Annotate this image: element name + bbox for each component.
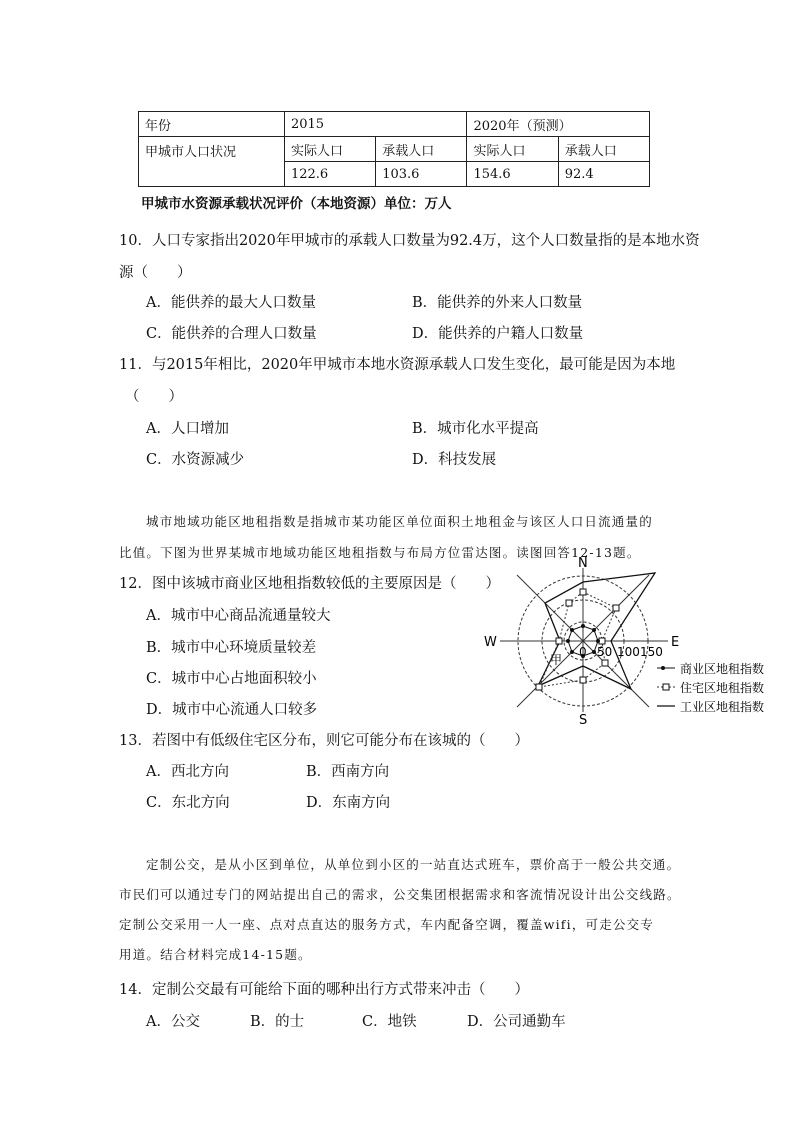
- q12-option-d: D．城市中心流通人口较多: [146, 702, 318, 718]
- q14-stem: 14．定制公交最有可能给下面的哪种出行方式带来冲击（ ）: [119, 982, 529, 998]
- table-cell: 122.6: [284, 162, 375, 187]
- material-paragraph-line: 市民们可以通过专门的网站提出自己的需求，公交集团根据需求和客流情况设计出公交线路。: [119, 887, 681, 902]
- legend-commercial-label: 商业区地租指数: [680, 662, 765, 676]
- residential-marker: [580, 589, 586, 595]
- table-cell: 承载人口: [376, 137, 467, 162]
- q11-option-b: B．城市化水平提高: [412, 421, 539, 437]
- q10-option-a: A．能供养的最大人口数量: [146, 295, 316, 311]
- residential-marker: [580, 677, 586, 683]
- residential-marker: [613, 605, 619, 611]
- commercial-marker: [570, 628, 574, 632]
- direction-east-label: E: [671, 635, 680, 650]
- legend-residential-label: 住宅区地租指数: [680, 681, 765, 695]
- commercial-marker: [592, 650, 596, 654]
- q12-option-a: A．城市中心商品流通量较大: [146, 608, 331, 624]
- q14-option-a: A．公交: [146, 1014, 200, 1030]
- commercial-marker: [570, 650, 574, 654]
- tick-label: 50: [597, 645, 613, 659]
- commercial-marker: [566, 639, 570, 643]
- direction-north-label: N: [578, 556, 588, 571]
- tick-label: 0: [579, 645, 587, 659]
- q10-option-d: D．能供养的户籍人口数量: [412, 326, 584, 342]
- table-cell: 2015: [284, 112, 467, 137]
- table-cell: 甲城市人口状况: [139, 137, 285, 187]
- legend-residential-marker: [663, 684, 669, 690]
- table-row: [139, 112, 650, 137]
- q13-option-d: D．东南方向: [306, 795, 391, 811]
- point-label-jia: 甲: [550, 653, 563, 667]
- q11-stem: 11．与2015年相比，2020年甲城市本地水资源承载人口发生变化，最可能是因为本地: [119, 357, 676, 373]
- direction-west-label: W: [484, 635, 497, 650]
- q10-stem: 10．人口专家指出2020年甲城市的承载人口数量为92.4万，这个人口数量指的是本地水资: [119, 233, 700, 249]
- material-paragraph-line: 城市地域功能区地租指数是指城市某功能区单位面积土地租金与该区人口日流通量的: [146, 514, 653, 529]
- q10-stem-cont: 源（ ）: [119, 265, 192, 281]
- table-cell: 年份: [139, 112, 285, 137]
- q11-option-d: D．科技发展: [412, 452, 497, 468]
- residential-marker: [556, 638, 562, 644]
- material-paragraph-line: 定制公交，是从小区到单位，从单位到小区的一站直达式班车，票价高于一般公共交通。: [146, 857, 681, 872]
- table-cell: 103.6: [376, 162, 467, 187]
- residential-marker: [566, 600, 572, 606]
- tick-label: 150: [640, 645, 663, 659]
- q10-option-b: B．能供养的外来人口数量: [412, 295, 583, 311]
- population-table: [138, 111, 650, 187]
- radar-diagram: [478, 552, 783, 728]
- table-cell: 92.4: [558, 162, 649, 187]
- table-cell: 承载人口: [558, 137, 649, 162]
- q11-option-a: A．人口增加: [146, 421, 229, 437]
- q10-option-c: C．能供养的合理人口数量: [146, 326, 317, 342]
- residential-marker: [536, 684, 542, 690]
- q12-stem: 12．图中该城市商业区地租指数较低的主要原因是（ ）: [119, 576, 500, 592]
- legend-commercial-marker: [661, 666, 665, 670]
- q13-option-a: A．西北方向: [146, 764, 229, 780]
- industrial-series-line: [538, 573, 655, 689]
- q11-stem-cont: （ ）: [125, 389, 183, 405]
- table-cell: 实际人口: [467, 137, 558, 162]
- tick-label: 100: [617, 645, 640, 659]
- q11-option-c: C．水资源减少: [146, 452, 245, 468]
- material-paragraph-line: 定制公交采用一人一座、点对点直达的服务方式，车内配备空调，覆盖wifi，可走公交专: [119, 917, 655, 932]
- legend-industrial-label: 工业区地租指数: [680, 700, 765, 714]
- q13-option-c: C．东北方向: [146, 795, 230, 811]
- q14-option-b: B．的士: [250, 1014, 305, 1030]
- commercial-marker: [581, 624, 585, 628]
- material-paragraph-line: 比值。下图为世界某城市地域功能区地租指数与布局方位雷达图。读图回答12-13题。: [119, 545, 641, 560]
- q12-option-b: B．城市中心环境质量较差: [146, 640, 317, 656]
- q13-stem: 13．若图中有低级住宅区分布，则它可能分布在该城的（ ）: [119, 733, 529, 749]
- table-cell: 154.6: [467, 162, 558, 187]
- table-cell: 实际人口: [284, 137, 375, 162]
- direction-south-label: S: [579, 713, 588, 728]
- commercial-marker: [596, 639, 600, 643]
- commercial-marker: [592, 628, 596, 632]
- table-row: [139, 137, 650, 162]
- residential-marker: [602, 660, 608, 666]
- table-caption: 甲城市水资源承载状况评价（本地资源）单位：万人: [141, 196, 452, 212]
- material-paragraph-line: 用道。结合材料完成14-15题。: [119, 947, 312, 962]
- q14-option-c: C．地铁: [362, 1014, 417, 1030]
- table-cell: 2020年（预测）: [467, 112, 650, 137]
- q14-option-d: D．公司通勤车: [467, 1014, 566, 1030]
- q12-option-c: C．城市中心占地面积较小: [146, 671, 317, 687]
- q13-option-b: B．西南方向: [306, 764, 390, 780]
